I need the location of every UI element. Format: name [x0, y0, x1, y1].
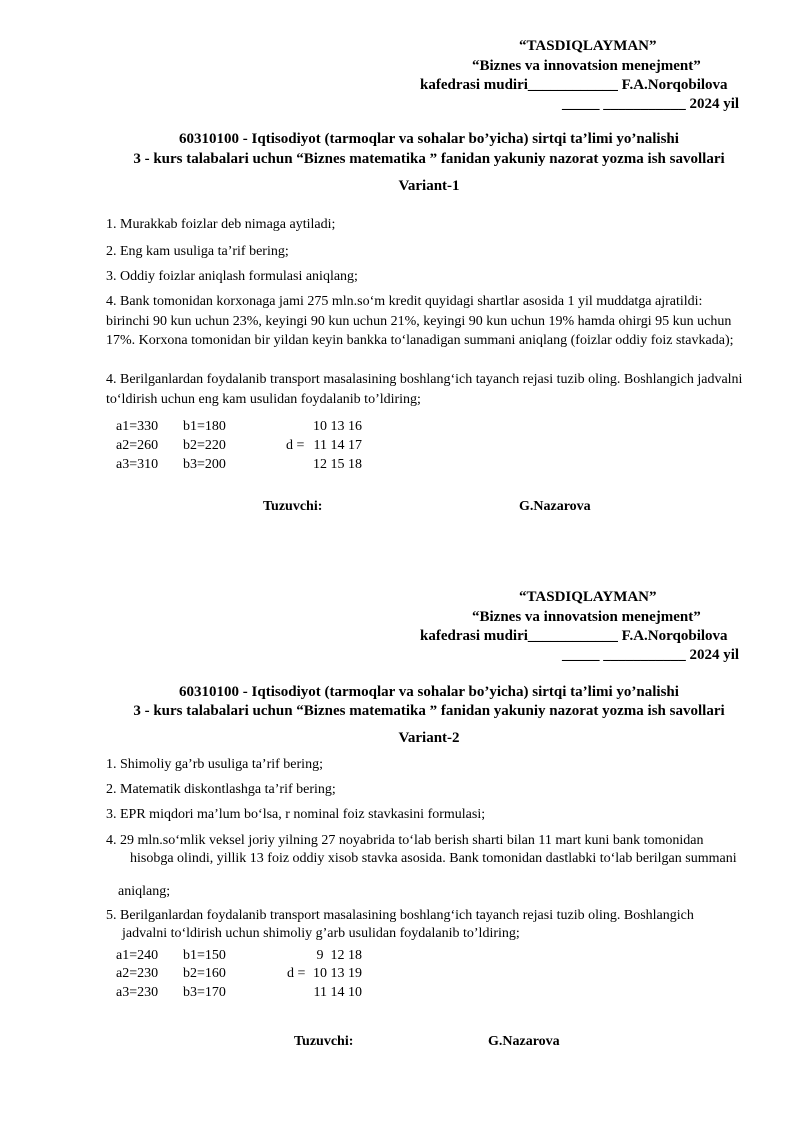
course-title-line1: 60310100 - Iqtisodiyot (tarmoqlar va sohalar bo’yicha) sirtqi ta’limi yo’nalishi	[179, 131, 679, 147]
department-head-line: kafedrasi mudiri____________ F.A.Norqobilova	[420, 628, 728, 644]
question-2: 2. Eng kam usuliga ta’rif bering;	[106, 244, 289, 259]
question-3: 3. EPR miqdori ma’lum bo‘lsa, r nominal foiz stavkasini formulasi;	[106, 807, 486, 822]
variant-label: Variant-1	[398, 178, 460, 194]
approval-date-line: _____ ___________ 2024 yil	[562, 647, 740, 663]
question-4: 4. Bank tomonidan korxonaga jami 275 mln.so‘m kredit quyidagi shartlar asosida 1 yil muddatga ajratildi: birinchi 90 kun uchun 23%, keyingi 90 kun uchun 21%, keyingi 90 kun uchun 19% hamda ohirgi 95 kun uchun 17%. Korxona tomonidan bir yildan keyin bankka to‘lanadigan summani aniqlang (foizlar oddiy foiz stavkada);	[106, 294, 734, 348]
supply-a2: a2=260	[116, 438, 159, 453]
cost-row-3: 11 14 10	[313, 985, 362, 1000]
cost-row-1: 10 13 16	[313, 419, 362, 434]
supply-a1: a1=330	[116, 419, 159, 434]
demand-b2: b2=220	[183, 438, 226, 453]
demand-b3: b3=200	[183, 457, 226, 472]
question-2: 2. Matematik diskontlashga ta’rif bering;	[106, 782, 336, 797]
cost-row-1: 9 12 18	[316, 948, 362, 963]
department-name: “Biznes va innovatsion menejment”	[472, 58, 701, 74]
supply-a1: a1=240	[116, 948, 159, 963]
question-5-line2: jadvalni to‘ldirish uchun shimoliy g’arb usulidan foydalanib to’ldiring;	[122, 926, 520, 941]
question-4-line1: 4. 29 mln.so‘mlik veksel joriy yilning 27 noyabrida to‘lab berish sharti bilan 11 mart kuni bank tomonidan	[106, 833, 704, 848]
question-1: 1. Murakkab foizlar deb nimaga aytiladi;	[106, 217, 336, 232]
course-title-line2: 3 - kurs talabalari uchun “Biznes matematika ” fanidan yakuniy nazorat yozma ish savollari	[133, 703, 725, 719]
approval-heading: “TASDIQLAYMAN”	[519, 38, 657, 54]
compiler-name: G.Nazarova	[488, 1034, 560, 1049]
approval-heading: “TASDIQLAYMAN”	[519, 589, 657, 605]
cost-row-2: 11 14 17	[313, 438, 362, 453]
question-4-line3: aniqlang;	[118, 884, 171, 899]
department-name: “Biznes va innovatsion menejment”	[472, 609, 701, 625]
question-1: 1. Shimoliy ga’rb usuliga ta’rif bering;	[106, 757, 323, 772]
question-3: 3. Oddiy foizlar aniqlash formulasi aniqlang;	[106, 269, 358, 284]
cost-matrix-label: d =	[287, 966, 306, 981]
course-title-line1: 60310100 - Iqtisodiyot (tarmoqlar va sohalar bo’yicha) sirtqi ta’limi yo’nalishi	[179, 684, 679, 700]
department-head-line: kafedrasi mudiri____________ F.A.Norqobilova	[420, 77, 728, 93]
variant-label: Variant-2	[398, 730, 460, 746]
question-4-line2: hisobga olindi, yillik 13 foiz oddiy xisob stavka asosida. Bank tomonidan dastlabki to‘lab berilgan summani	[130, 851, 737, 866]
supply-a3: a3=230	[116, 985, 159, 1000]
cost-matrix-label: d =	[286, 438, 305, 453]
cost-row-3: 12 15 18	[313, 457, 362, 472]
demand-b3: b3=170	[183, 985, 226, 1000]
course-title-line2: 3 - kurs talabalari uchun “Biznes matematika ” fanidan yakuniy nazorat yozma ish savollari	[133, 151, 725, 167]
supply-a3: a3=310	[116, 457, 159, 472]
demand-b1: b1=150	[183, 948, 226, 963]
demand-b1: b1=180	[183, 419, 226, 434]
demand-b2: b2=160	[183, 966, 226, 981]
compiler-label: Tuzuvchi:	[263, 499, 323, 514]
question-5-line1: 5. Berilganlardan foydalanib transport masalasining boshlang‘ich tayanch rejasi tuzib oling. Boshlangich	[106, 908, 694, 923]
compiler-name: G.Nazarova	[519, 499, 591, 514]
approval-date-line: _____ ___________ 2024 yil	[562, 96, 740, 112]
compiler-label: Tuzuvchi:	[294, 1034, 354, 1049]
supply-a2: a2=230	[116, 966, 159, 981]
question-5: 4. Berilganlardan foydalanib transport masalasining boshlang‘ich tayanch rejasi tuzib oling. Boshlangich jadvalni to‘ldirish uchun eng kam usulidan foydalanib to’ldiring;	[106, 372, 743, 407]
cost-row-2: 10 13 19	[313, 966, 362, 981]
